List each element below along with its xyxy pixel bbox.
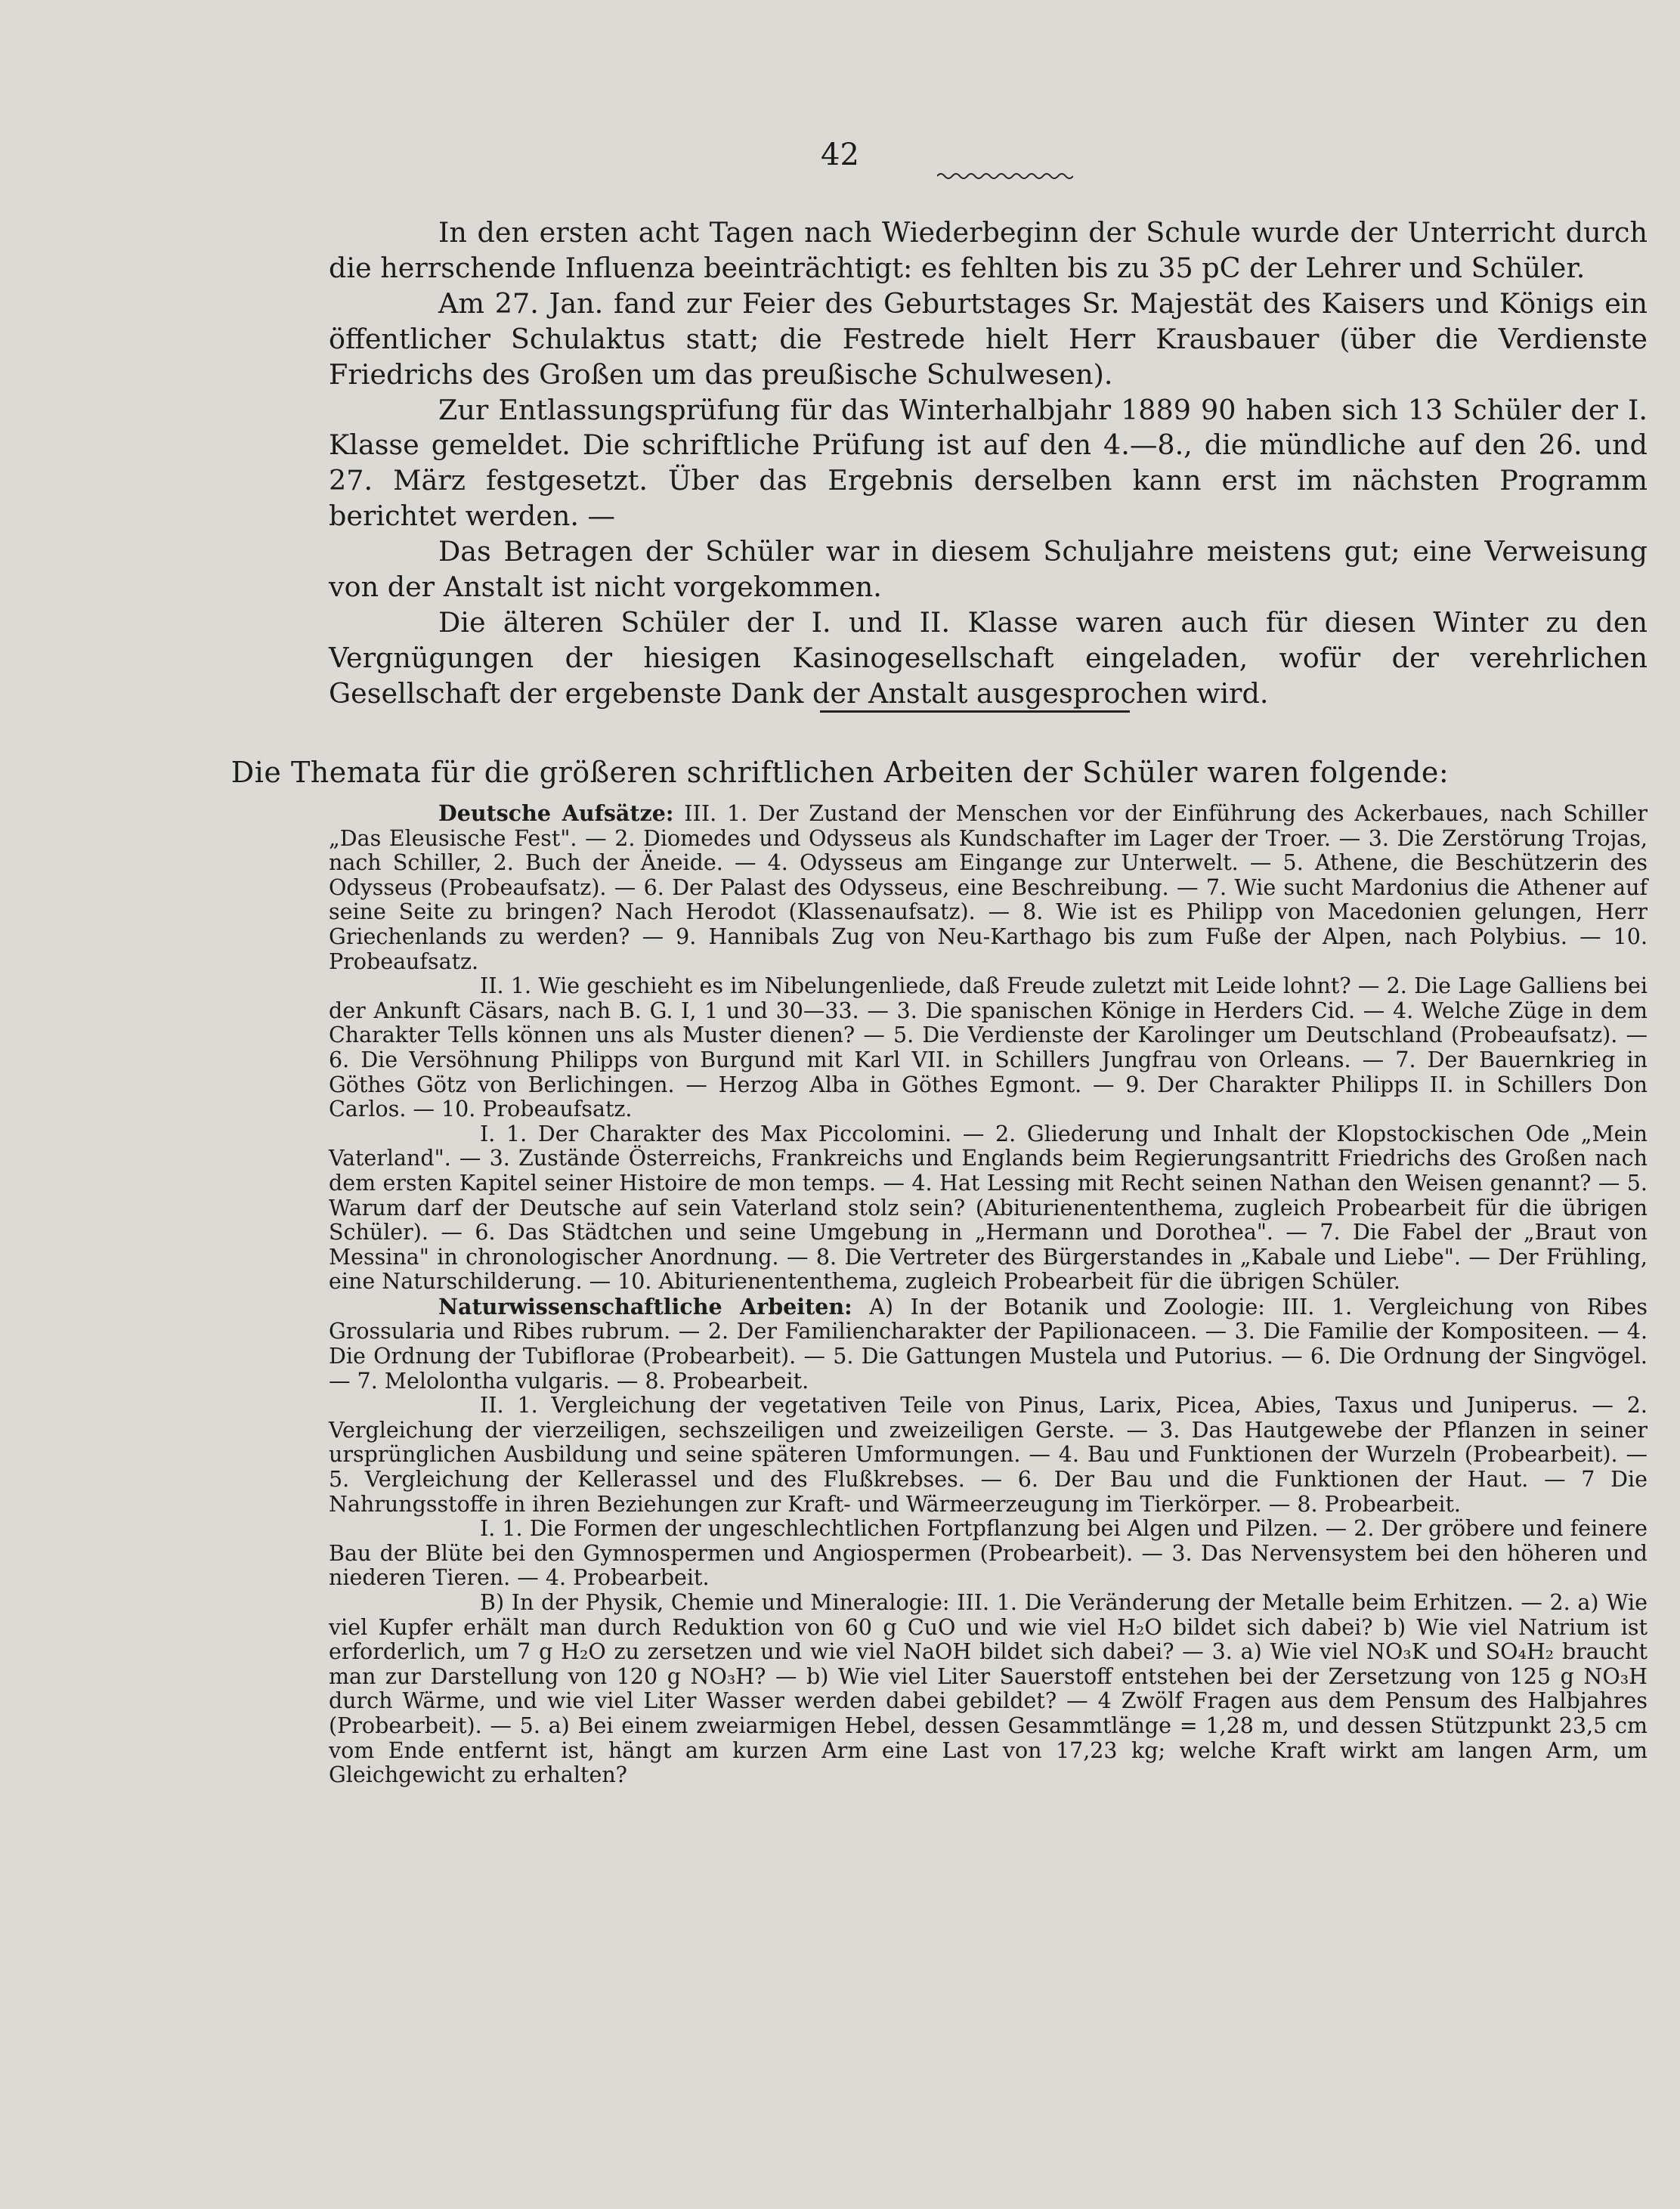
natur-a-ii: II. 1. Vergleichung der vegetativen Teile von Pinus, Larix, Picea, Abies, Taxus und Juniperus. — 2. Vergleichung der vierzeiligen, sechszeiligen und zweizeiligen Gerste. — 3. Das Hautgewebe der Pflanzen in seiner ursprünglichen Ausbildung und seine späteren Umformungen. — 4. Bau und Funktionen der Wurzeln (Probearbeit). — 5. Vergleichung der Kellerassel und des Flußkrebses. — 6. Der Bau und die Funktionen der Haut. — 7 Die Nahrungsstoffe in ihren Beziehungen zur Kraft- und Wärmeerzeugung im Tierkörper. — 8. Probearbeit.: [329, 1393, 1648, 1517]
section-heading: Die Themata für die größeren schriftlichen Arbeiten der Schüler waren folgende:: [230, 756, 1450, 789]
section-divider: [820, 710, 1130, 713]
paragraph-exam: Zur Entlassungsprüfung für das Winterhalbjahr 1889 90 haben sich 13 Schüler der I. Klasse gemeldet. Die schriftliche Prüfung ist auf den 4.—8., die mündliche auf den 26. und 27. März festgesetzt. Über das Ergebnis derselben kann erst im nächsten Programm berichtet werden. —: [329, 393, 1648, 533]
deutsch-i: I. 1. Der Charakter des Max Piccolomini. — 2. Gliederung und Inhalt der Klopstockischen Ode „Mein Vaterland". — 3. Zustände Österreichs, Frankreichs und Englands beim Regierungsantritt Friedrichs des Großen nach dem ersten Kapitel seiner Histoire de mon temps. — 4. Hat Lessing mit Recht seinen Nathan den Weisen genannt? — 5. Warum darf der Deutsche auf sein Vaterland stolz sein? (Abiturienententhema, zugleich Probearbeit für die übrigen Schüler). — 6. Das Städtchen und seine Umgebung in „Hermann und Dorothea". — 7. Die Fabel der „Braut von Messina" in chronologischer Anordnung. — 8. Die Vertreter des Bürgerstandes in „Kabale und Liebe". — Der Frühling, eine Naturschilderung. — 10. Abiturienententhema, zugleich Probearbeit für die übrigen Schüler.: [329, 1121, 1648, 1295]
paragraph-kaisers-birthday: Am 27. Jan. fand zur Feier des Geburtstages Sr. Majestät des Kaisers und Königs ein öffentlicher Schulaktus statt; die Festrede hielt Herr Krausbauer (über die Verdienste Friedrichs des Großen um das preußische Schulwesen).: [329, 286, 1648, 391]
deutsch-iii: Deutsche Aufsätze: III. 1. Der Zustand der Menschen vor der Einführung des Ackerbaues, nach Schiller „Das Eleusische Fest". — 2. Diomedes und Odysseus als Kundschafter im Lager der Troer. — 3. Die Zerstörung Trojas, nach Schiller, 2. Buch der Äneide. — 4. Odysseus am Eingange zur Unterwelt. — 5. Athene, die Beschützerin des Odysseus (Probeaufsatz). — 6. Der Palast des Odysseus, eine Beschreibung. — 7. Wie sucht Mardonius die Athener auf seine Seite zu bringen? Nach Herodot (Klassenaufsatz). — 8. Wie ist es Philipp von Macedonien gelungen, Herr Griechenlands zu werden? — 9. Hannibals Zug von Neu-Karthago bis zum Fuße der Alpen, nach Polybius. — 10. Probeaufsatz.: [329, 800, 1648, 974]
natur-label: Naturwissenschaftliche Arbeiten:: [438, 1293, 852, 1320]
natur-a-iii: Naturwissenschaftliche Arbeiten: A) In der Botanik und Zoologie: III. 1. Vergleichung von Ribes Grossularia und Ribes rubrum. — 2. Der Familiencharakter der Papilionaceen. — 3. Die Familie der Kompositeen. — 4. Die Ordnung der Tubiflorae (Probearbeit). — 5. Die Gattungen Mustela und Putorius. — 6. Die Ordnung der Singvögel. — 7. Melolontha vulgaris. — 8. Probearbeit.: [329, 1293, 1648, 1394]
wave-ornament: [937, 171, 1073, 181]
paragraph-conduct: Das Betragen der Schüler war in diesem Schuljahre meistens gut; eine Verweisung von der Anstalt ist nicht vorgekommen.: [329, 535, 1648, 604]
paragraph-influenza: In den ersten acht Tagen nach Wiederbeginn der Schule wurde der Unterricht durch die herrschende Influenza beeinträchtigt: es fehlten bis zu 35 pC der Lehrer und Schüler.: [329, 216, 1648, 284]
deutsch-ii: II. 1. Wie geschieht es im Nibelungenliede, daß Freude zuletzt mit Leide lohnt? — 2. Die Lage Galliens bei der Ankunft Cäsars, nach B. G. I, 1 und 30—33. — 3. Die spanischen Könige in Herders Cid. — 4. Welche Züge in dem Charakter Tells können uns als Muster dienen? — 5. Die Verdienste der Karolinger um Deutschland (Probeaufsatz). — 6. Die Versöhnung Philipps von Burgund mit Karl VII. in Schillers Jungfrau von Orleans. — 7. Der Bauernkrieg in Göthes Götz von Berlichingen. — Herzog Alba in Göthes Egmont. — 9. Der Charakter Philipps II. in Schillers Don Carlos. — 10. Probeaufsatz.: [329, 973, 1648, 1122]
deutsch-label: Deutsche Aufsätze:: [438, 800, 674, 826]
page-number: 42: [821, 138, 859, 172]
school-news-section: [329, 215, 1648, 712]
natur-a-i: I. 1. Die Formen der ungeschlechtlichen Fortpflanzung bei Algen und Pilzen. — 2. Der gröbere und feinere Bau der Blüte bei den Gymnospermen und Angiospermen (Probearbeit). — 3. Das Nervensystem bei den höheren und niederen Tieren. — 4. Probearbeit.: [329, 1516, 1648, 1591]
natur-b-iii: B) In der Physik, Chemie und Mineralogie: III. 1. Die Veränderung der Metalle beim Erhitzen. — 2. a) Wie viel Kupfer erhält man durch Reduktion von 60 g CuO und wie viel H₂O bildet sich dabei? b) Wie viel Natrium ist erforderlich, um 7 g H₂O zu zersetzen und wie viel NaOH bildet sich dabei? — 3. a) Wie viel NO₃K und SO₄H₂ braucht man zur Darstellung von 120 g NO₃H? — b) Wie viel Liter Sauerstoff entstehen bei der Zersetzung von 125 g NO₃H durch Wärme, und wie viel Liter Wasser werden dabei gebildet? — 4 Zwölf Fragen aus dem Pensum des Halbjahres (Probearbeit). — 5. a) Bei einem zweiarmigen Hebel, dessen Gesammtlänge = 1,28 m, und dessen Stützpunkt 23,5 cm vom Ende entfernt ist, hängt am kurzen Arm eine Last von 17,23 kg; welche Kraft wirkt am langen Arm, um Gleichgewicht zu erhalten?: [329, 1590, 1648, 1788]
paragraph-kasino: Die älteren Schüler der I. und II. Klasse waren auch für diesen Winter zu den Vergnügungen der hiesigen Kasinogesellschaft eingeladen, wofür der verehrlichen Gesellschaft der ergebenste Dank der Anstalt ausgesprochen wird.: [329, 605, 1648, 710]
themes-section: [329, 801, 1648, 1788]
